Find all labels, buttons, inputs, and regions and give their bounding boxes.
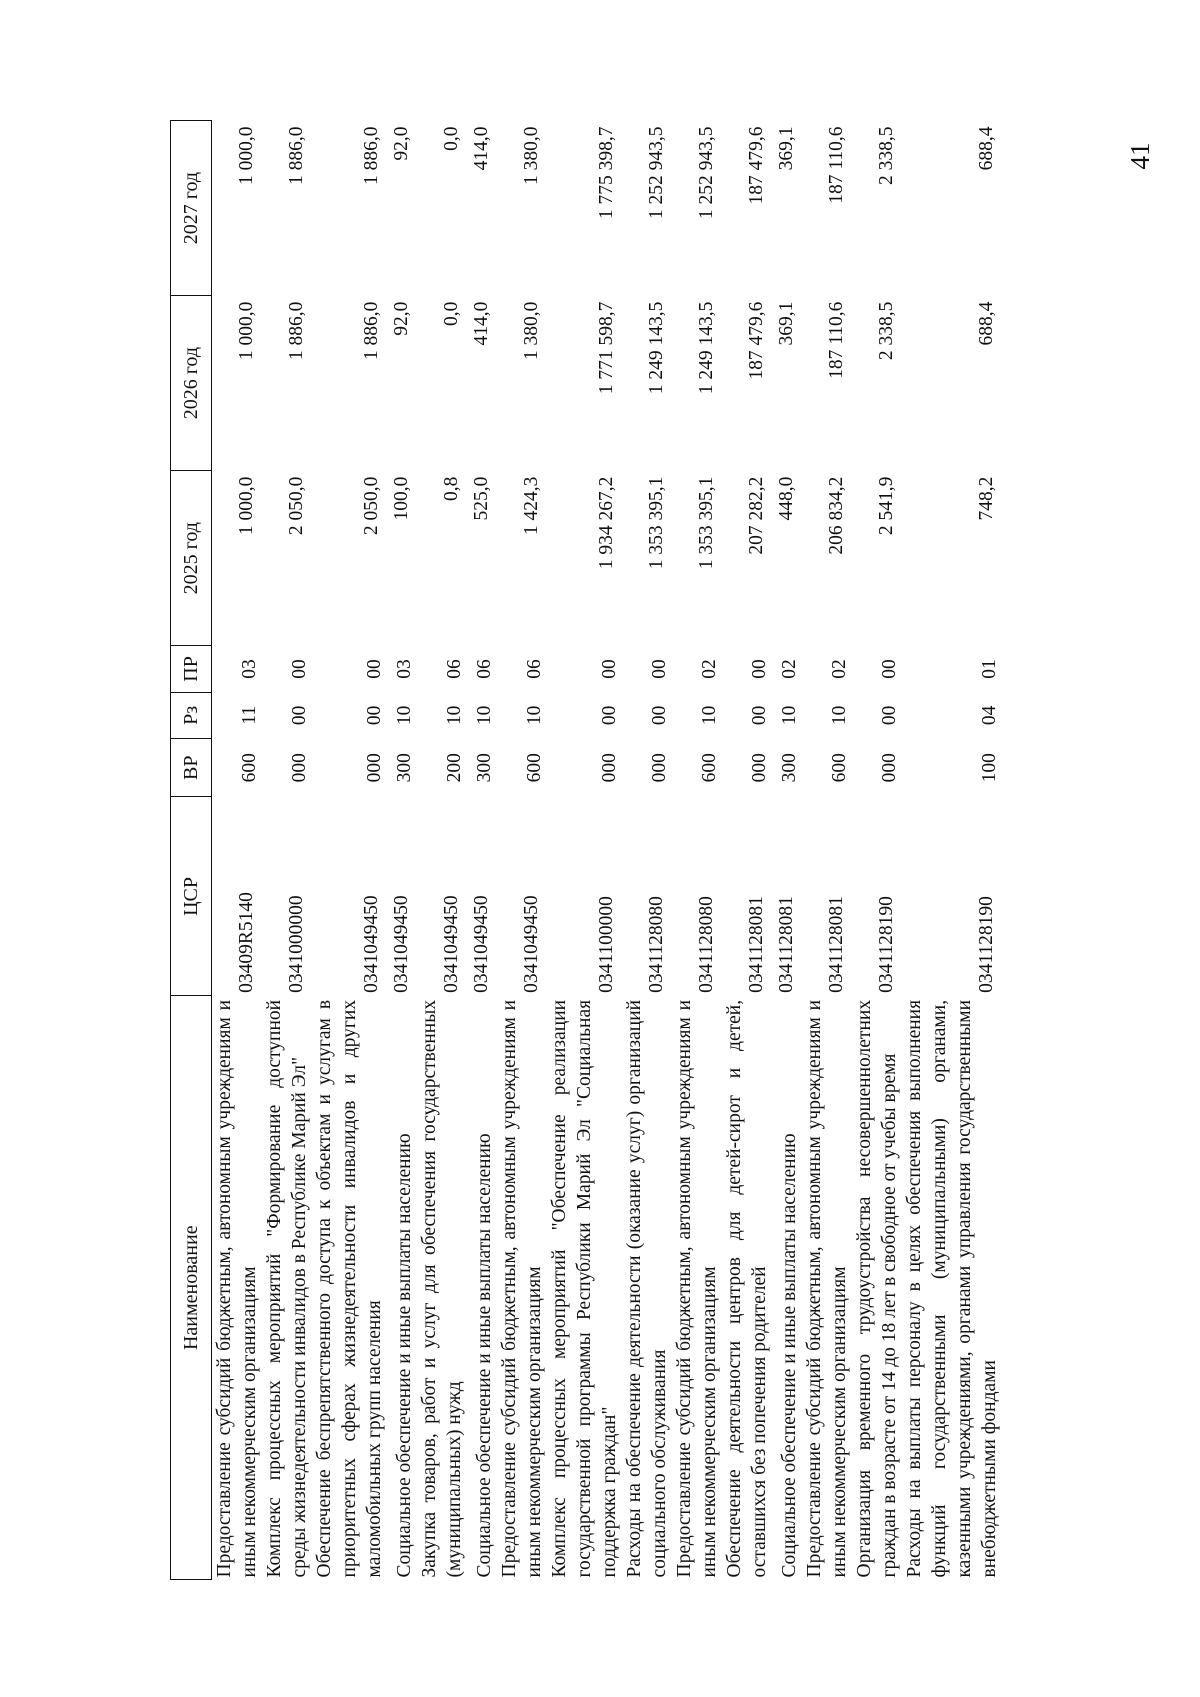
row-name: Предоставление субсидий бюджетным, автономным учреждениям и иным некоммерческим организациям [674, 999, 720, 1578]
row-2027: 369,1 [776, 126, 797, 171]
row-2027: 1 886,0 [361, 126, 382, 185]
row-rz: 10 [829, 705, 850, 726]
table-row [772, 121, 802, 1580]
row-2027: 92,0 [391, 126, 412, 161]
row-pr: 00 [879, 659, 900, 679]
row-vr: 000 [364, 753, 385, 783]
row-csr: 0341049450 [521, 895, 542, 993]
row-2027: 187 110,6 [826, 126, 847, 204]
row-2025: 448,0 [776, 476, 797, 521]
row-vr: 000 [749, 753, 770, 783]
header-rz: Рз [171, 692, 212, 738]
row-2025: 100,0 [391, 476, 412, 521]
row-rz: 00 [749, 705, 770, 726]
row-2025: 207 282,2 [746, 476, 767, 555]
row-pr: 02 [779, 659, 800, 679]
row-vr: 000 [289, 753, 310, 783]
row-2026: 1 886,0 [361, 301, 382, 361]
row-csr: 03409R5140 [236, 892, 257, 993]
row-pr: 06 [524, 659, 545, 679]
row-rz: 10 [779, 705, 800, 726]
row-2026: 688,4 [976, 301, 997, 346]
row-pr: 02 [699, 659, 720, 679]
row-2025: 2 541,9 [876, 476, 897, 536]
row-2027: 1 252 943,5 [646, 126, 667, 220]
row-pr: 00 [599, 659, 620, 679]
row-vr: 100 [979, 753, 1000, 783]
row-2027: 414,0 [471, 126, 492, 171]
row-csr: 0341128081 [746, 896, 767, 993]
budget-table [170, 120, 1002, 1580]
row-2026: 1 886,0 [286, 301, 307, 361]
row-name: Социальное обеспечение и иные выплаты населению [394, 1133, 415, 1578]
row-rz: 00 [649, 705, 670, 726]
row-pr: 00 [289, 659, 310, 679]
table-row [672, 121, 722, 1580]
row-csr: 0341049450 [361, 895, 382, 993]
row-2027: 2 338,5 [876, 126, 897, 185]
row-pr: 03 [394, 659, 415, 679]
table-row [547, 121, 622, 1580]
page-number: 41 [1124, 142, 1155, 170]
budget-table-container [170, 120, 1200, 1580]
row-csr: 0341049450 [441, 895, 462, 993]
row-csr: 0341128190 [976, 896, 997, 993]
row-2026: 1 380,0 [521, 301, 542, 361]
row-name: Обеспечение беспрепятственного доступа к объектам и услугам в приоритетных сферах жизнедеятельности инвалидов и других маломобильных групп населения [314, 999, 385, 1578]
row-2026: 369,1 [776, 301, 797, 346]
row-name: Закупка товаров, работ и услуг для обеспечения государственных (муниципальных) нужд [419, 999, 465, 1578]
row-csr: 0341128081 [776, 896, 797, 993]
row-pr: 00 [649, 659, 670, 679]
row-csr: 0341128190 [876, 896, 897, 993]
row-2026: 2 338,5 [876, 301, 897, 361]
row-2026: 1 771 598,7 [596, 301, 617, 395]
header-csr: ЦСР [171, 797, 212, 996]
row-name: Расходы на выплаты персоналу в целях обеспечения выполнения функций государственными (муниципальными) органами, казенными учреждениями, органами управления государственными внебюджетными фондами [904, 999, 1000, 1578]
row-2027: 187 479,6 [746, 126, 767, 205]
table-row [212, 121, 263, 1580]
row-2027: 1 000,0 [236, 126, 257, 185]
table-row [262, 121, 312, 1580]
row-name: Комплекс процессных мероприятий "Формирование доступной среды жизнедеятельности инвалидов в Республике Марий Эл" [264, 999, 310, 1578]
row-vr: 000 [649, 753, 670, 783]
row-2025: 1 000,0 [236, 476, 257, 536]
row-csr: 0341128081 [826, 896, 847, 993]
row-2026: 1 249 143,5 [696, 301, 717, 395]
row-rz: 10 [474, 705, 495, 726]
table-row [417, 121, 467, 1580]
row-csr: 0341128080 [646, 896, 667, 993]
row-name: Предоставление субсидий бюджетным, автономным учреждениям и иным некоммерческим организациям [214, 999, 260, 1578]
row-vr: 300 [779, 753, 800, 783]
row-2025: 1 424,3 [521, 476, 542, 536]
row-2025: 1 934 267,2 [596, 476, 617, 570]
row-rz: 00 [599, 705, 620, 726]
header-2026: 2026 год [171, 296, 212, 471]
row-2027: 1 775 398,7 [596, 126, 617, 220]
row-2027: 0,0 [441, 126, 462, 151]
row-2027: 1 380,0 [521, 126, 542, 185]
row-2025: 0,8 [441, 476, 462, 502]
table-row [312, 121, 387, 1580]
row-vr: 600 [524, 753, 545, 783]
row-name: Обеспечение деятельности центров для детей-сирот и детей, оставшихся без попечения родителей [724, 999, 770, 1578]
row-vr: 300 [394, 753, 415, 783]
row-name: Социальное обеспечение и иные выплаты населению [779, 1133, 800, 1578]
row-rz: 10 [444, 705, 465, 726]
row-csr: 0341049450 [391, 895, 412, 993]
table-row [467, 121, 497, 1580]
table-row [497, 121, 547, 1580]
row-2027: 688,4 [976, 126, 997, 171]
table-row [802, 121, 852, 1580]
row-vr: 000 [599, 753, 620, 783]
row-name: Предоставление субсидий бюджетным, автономным учреждениям и иным некоммерческим организациям [499, 999, 545, 1578]
row-vr: 300 [474, 753, 495, 783]
row-name: Предоставление субсидий бюджетным, автономным учреждениям и иным некоммерческим организациям [804, 999, 850, 1578]
row-2027: 1 886,0 [286, 126, 307, 185]
table-row [722, 121, 772, 1580]
row-rz: 00 [364, 705, 385, 726]
row-name: Расходы на обеспечение деятельности (оказание услуг) организаций социального обслуживания [624, 999, 670, 1578]
header-2025: 2025 год [171, 471, 212, 646]
row-csr: 0341049450 [471, 895, 492, 993]
row-name: Комплекс процессных мероприятий "Обеспечение реализации государственной программы Республики Марий Эл "Социальная поддержка граждан" [549, 999, 620, 1578]
row-rz: 00 [289, 705, 310, 726]
row-name: Организация временного трудоустройства несовершеннолетних граждан в возрасте от 14 до 18 лет в свободное от учебы время [854, 999, 900, 1578]
row-rz: 11 [239, 706, 260, 725]
table-header-row [171, 121, 212, 1580]
row-2025: 748,2 [976, 476, 997, 521]
row-rz: 04 [979, 705, 1000, 726]
row-csr: 0341000000 [286, 895, 307, 993]
table-row [852, 121, 902, 1580]
row-rz: 10 [394, 705, 415, 726]
table-row [902, 121, 1002, 1580]
row-rz: 00 [879, 705, 900, 726]
header-name: Наименование [171, 996, 212, 1580]
row-2025: 1 353 395,1 [696, 476, 717, 570]
header-vr: ВР [171, 739, 212, 797]
row-pr: 02 [829, 659, 850, 679]
header-pr: ПР [171, 646, 212, 692]
row-2025: 2 050,0 [361, 476, 382, 536]
row-vr: 600 [699, 753, 720, 783]
row-2026: 1 000,0 [236, 301, 257, 361]
row-2026: 0,0 [441, 301, 462, 326]
row-pr: 03 [239, 659, 260, 679]
row-2026: 187 479,6 [746, 301, 767, 380]
row-vr: 600 [239, 753, 260, 783]
row-vr: 600 [829, 753, 850, 783]
table-body [212, 121, 1003, 1580]
table-row [622, 121, 672, 1580]
row-vr: 000 [879, 753, 900, 783]
row-csr: 0341128080 [696, 896, 717, 993]
row-pr: 06 [444, 659, 465, 679]
row-rz: 10 [524, 705, 545, 726]
row-pr: 00 [749, 659, 770, 679]
row-pr: 00 [364, 659, 385, 679]
row-2027: 1 252 943,5 [696, 126, 717, 220]
row-2026: 92,0 [391, 301, 412, 336]
row-pr: 06 [474, 659, 495, 679]
row-rz: 10 [699, 705, 720, 726]
row-vr: 200 [444, 753, 465, 783]
row-2025: 525,0 [471, 476, 492, 521]
row-2025: 206 834,2 [826, 476, 847, 555]
row-2025: 2 050,0 [286, 476, 307, 536]
row-csr: 0341100000 [596, 896, 617, 993]
table-row [387, 121, 417, 1580]
row-name: Социальное обеспечение и иные выплаты населению [474, 1133, 495, 1578]
row-2026: 187 110,6 [826, 301, 847, 379]
row-2026: 414,0 [471, 301, 492, 346]
header-2027: 2027 год [171, 121, 212, 296]
row-2025: 1 353 395,1 [646, 476, 667, 570]
row-pr: 01 [979, 659, 1000, 679]
row-2026: 1 249 143,5 [646, 301, 667, 395]
